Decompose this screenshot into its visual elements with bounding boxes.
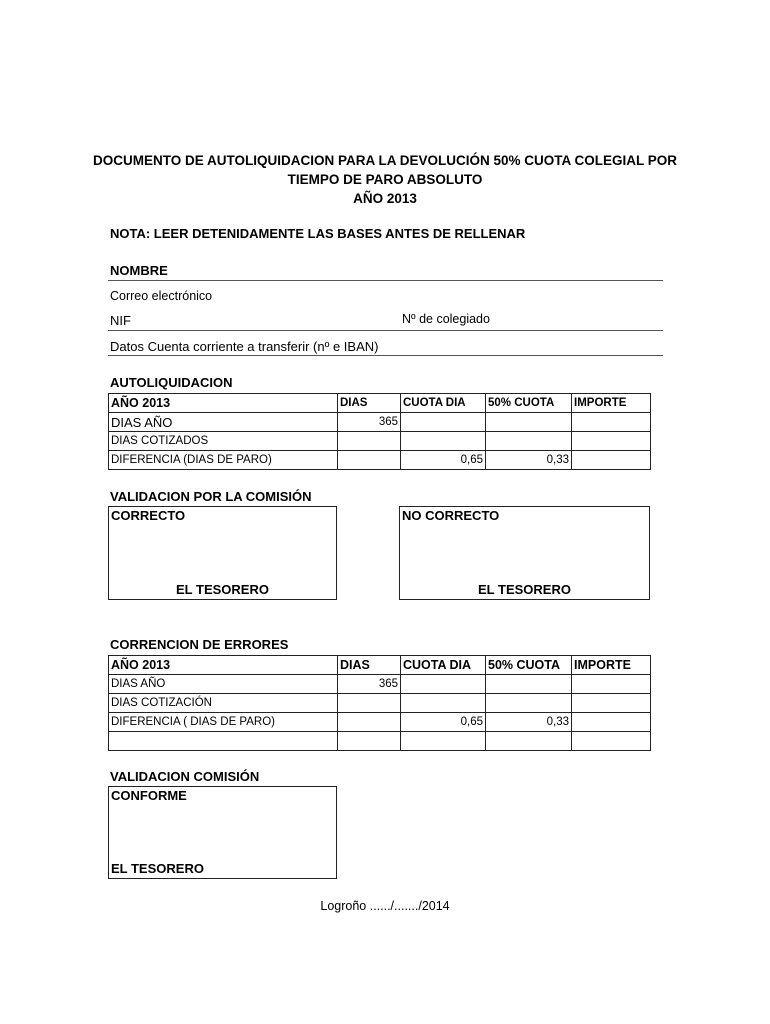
autoliquidacion-title: AUTOLIQUIDACION bbox=[110, 375, 233, 390]
cuota-dia-cell[interactable] bbox=[401, 694, 486, 713]
autoliquidacion-table bbox=[108, 393, 651, 470]
cuota-dia-cell[interactable]: 0,65 bbox=[401, 713, 486, 732]
importe-cell[interactable] bbox=[572, 694, 651, 713]
header-dias: DIAS bbox=[338, 656, 401, 675]
tesorero-signature-right: EL TESORERO bbox=[478, 582, 571, 597]
tesorero-signature-left: EL TESORERO bbox=[176, 582, 269, 597]
header-cuota-dia: CUOTA DIA bbox=[401, 394, 486, 413]
header-year: AÑO 2013 bbox=[109, 394, 338, 413]
correccion-table bbox=[108, 655, 651, 751]
cuota-50-cell[interactable] bbox=[486, 432, 572, 451]
cuota-dia-cell[interactable] bbox=[401, 732, 486, 751]
cuenta-label: Datos Cuenta corriente a transferir (nº e IBAN) bbox=[110, 339, 379, 354]
table-row bbox=[109, 451, 651, 470]
dias-cell[interactable] bbox=[338, 732, 401, 751]
document-title-line-3: AÑO 2013 bbox=[353, 191, 417, 206]
cuota-50-cell[interactable]: 0,33 bbox=[486, 451, 572, 470]
reading-note: NOTA: LEER DETENIDAMENTE LAS BASES ANTES DE RELLENAR bbox=[110, 226, 526, 241]
header-dias: DIAS bbox=[338, 394, 401, 413]
correcto-box[interactable] bbox=[108, 506, 337, 600]
dias-cell[interactable] bbox=[338, 694, 401, 713]
header-cuota-dia: CUOTA DIA bbox=[401, 656, 486, 675]
cuota-50-cell[interactable] bbox=[486, 732, 572, 751]
place-date: Logroño ....../......./2014 bbox=[320, 899, 450, 913]
cuota-dia-cell[interactable] bbox=[401, 432, 486, 451]
conforme-label: CONFORME bbox=[111, 788, 187, 803]
row-label: DIFERENCIA ( DIAS DE PARO) bbox=[109, 713, 338, 732]
row-label: DIAS COTIZADOS bbox=[109, 432, 338, 451]
table-row bbox=[109, 713, 651, 732]
importe-cell[interactable] bbox=[572, 713, 651, 732]
nif-line[interactable] bbox=[108, 330, 663, 331]
header-importe: IMPORTE bbox=[572, 656, 651, 675]
dias-cell[interactable] bbox=[338, 451, 401, 470]
importe-cell[interactable] bbox=[572, 432, 651, 451]
validacion-title: VALIDACION POR LA COMISIÓN bbox=[110, 489, 312, 504]
row-label[interactable] bbox=[109, 732, 338, 751]
importe-cell[interactable] bbox=[572, 451, 651, 470]
no-correcto-label: NO CORRECTO bbox=[402, 508, 500, 523]
header-importe: IMPORTE bbox=[572, 394, 651, 413]
row-label: DIAS AÑO bbox=[109, 675, 338, 694]
no-correcto-box[interactable] bbox=[399, 506, 650, 600]
nif-label: NIF bbox=[110, 313, 131, 328]
correccion-title: CORRENCION DE ERRORES bbox=[110, 637, 289, 652]
document-title-line-1: DOCUMENTO DE AUTOLIQUIDACION PARA LA DEVOLUCIÓN 50% CUOTA COLEGIAL POR bbox=[92, 153, 678, 168]
table-row bbox=[109, 732, 651, 751]
importe-cell[interactable] bbox=[572, 732, 651, 751]
autoliquidacion-header-row bbox=[109, 394, 651, 413]
header-50-cuota: 50% CUOTA bbox=[486, 394, 572, 413]
dias-cell[interactable]: 365 bbox=[338, 675, 401, 694]
cuota-dia-cell[interactable] bbox=[401, 413, 486, 432]
row-label: DIFERENCIA (DIAS DE PARO) bbox=[109, 451, 338, 470]
cuota-dia-cell[interactable] bbox=[401, 675, 486, 694]
row-label: DIAS AÑO bbox=[109, 413, 338, 432]
cuota-50-cell[interactable] bbox=[486, 413, 572, 432]
dias-cell[interactable]: 365 bbox=[338, 413, 401, 432]
nombre-label: NOMBRE bbox=[110, 263, 168, 278]
validacion-comision-title: VALIDACION COMISIÓN bbox=[110, 769, 260, 784]
table-row bbox=[109, 432, 651, 451]
table-row bbox=[109, 675, 651, 694]
header-50-cuota: 50% CUOTA bbox=[486, 656, 572, 675]
row-label: DIAS COTIZACIÓN bbox=[109, 694, 338, 713]
nombre-line[interactable] bbox=[108, 280, 663, 281]
cuota-50-cell[interactable]: 0,33 bbox=[486, 713, 572, 732]
cuota-50-cell[interactable] bbox=[486, 675, 572, 694]
document-title-line-2: TIEMPO DE PARO ABSOLUTO bbox=[287, 172, 483, 187]
correccion-header-row bbox=[109, 656, 651, 675]
header-year: AÑO 2013 bbox=[109, 656, 338, 675]
colegiado-label: Nº de colegiado bbox=[402, 312, 490, 326]
table-row bbox=[109, 694, 651, 713]
cuota-50-cell[interactable] bbox=[486, 694, 572, 713]
cuota-dia-cell[interactable]: 0,65 bbox=[401, 451, 486, 470]
cuenta-line[interactable] bbox=[108, 355, 663, 356]
conforme-box[interactable] bbox=[108, 786, 337, 879]
dias-cell[interactable] bbox=[338, 713, 401, 732]
correcto-label: CORRECTO bbox=[111, 508, 186, 523]
tesorero-signature: EL TESORERO bbox=[111, 861, 204, 876]
dias-cell[interactable] bbox=[338, 432, 401, 451]
importe-cell[interactable] bbox=[572, 675, 651, 694]
table-row bbox=[109, 413, 651, 432]
correo-label: Correo electrónico bbox=[110, 289, 213, 303]
importe-cell[interactable] bbox=[572, 413, 651, 432]
